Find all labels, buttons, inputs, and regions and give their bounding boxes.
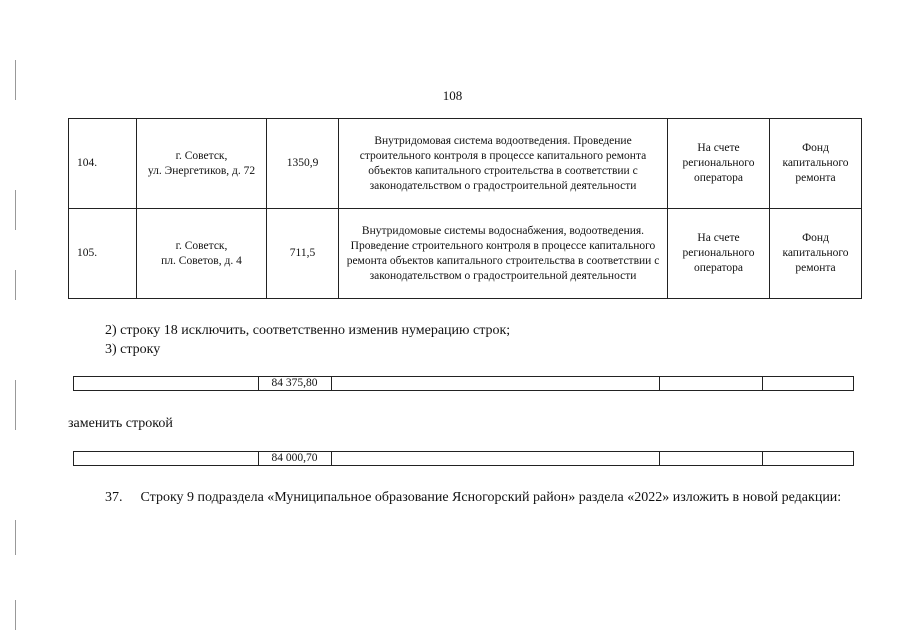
paragraph-37-text: Строку 9 подраздела «Муниципальное образование Ясногорский район» раздела «2022» изложить в новой редакции: [140,490,842,505]
address-city: г. Советск, [175,239,228,252]
strip-cell [762,452,853,465]
scan-margin-mark [15,60,16,100]
account-cell: На счете регионального оператора [668,119,770,209]
strip-cell [762,377,853,390]
paragraph-exclude-row: 2) строку 18 исключить, соответственно изменив нумерацию строк; [105,323,511,338]
new-row-strip [73,451,854,466]
address-street: пл. Советов, д. 4 [161,254,242,267]
work-description: Внутридомовая система водоотведения. Проведение строительного контроля в процессе капитального ремонта объектов капитального строительства в соответствии с законодательством о градостроительной деятельности [339,119,668,209]
funding-source: Фонд капитального ремонта [770,119,862,209]
paragraph-row-3: 3) строку [105,342,161,357]
strip-cell [74,452,259,465]
table-row [69,209,862,299]
area-cell: 1350,9 [267,119,339,209]
paragraph-37-number: 37. [105,490,123,505]
scan-margin-mark [15,270,16,300]
paragraph-37 [68,489,846,507]
strip-cell [659,377,763,390]
scan-margin-mark [15,380,16,430]
strip-cell [659,452,763,465]
address-cell [137,209,267,299]
old-value: 84 375,80 [258,377,332,390]
row-number: 104. [69,119,137,209]
old-row-strip [73,376,854,391]
strip-cell [331,377,660,390]
scan-margin-mark [15,600,16,630]
paragraph-replace: заменить строкой [68,416,173,431]
area-cell: 711,5 [267,209,339,299]
account-cell: На счете регионального оператора [668,209,770,299]
table-row [69,119,862,209]
address-street: ул. Энергетиков, д. 72 [147,164,256,177]
address-cell [137,119,267,209]
strip-cell [331,452,660,465]
funding-source: Фонд капитального ремонта [770,209,862,299]
address-city: г. Советск, [175,149,228,162]
page-number: 108 [442,88,463,103]
scan-margin-mark [15,520,16,555]
work-description: Внутридомовые системы водоснабжения, водоотведения. Проведение строительного контроля в процессе капитального ремонта объектов капитального строительства в соответствии с законодательством о градостроительной деятельности [339,209,668,299]
repair-table [68,118,862,299]
strip-cell [74,377,259,390]
new-value: 84 000,70 [258,452,332,465]
scan-margin-mark [15,190,16,230]
row-number: 105. [69,209,137,299]
